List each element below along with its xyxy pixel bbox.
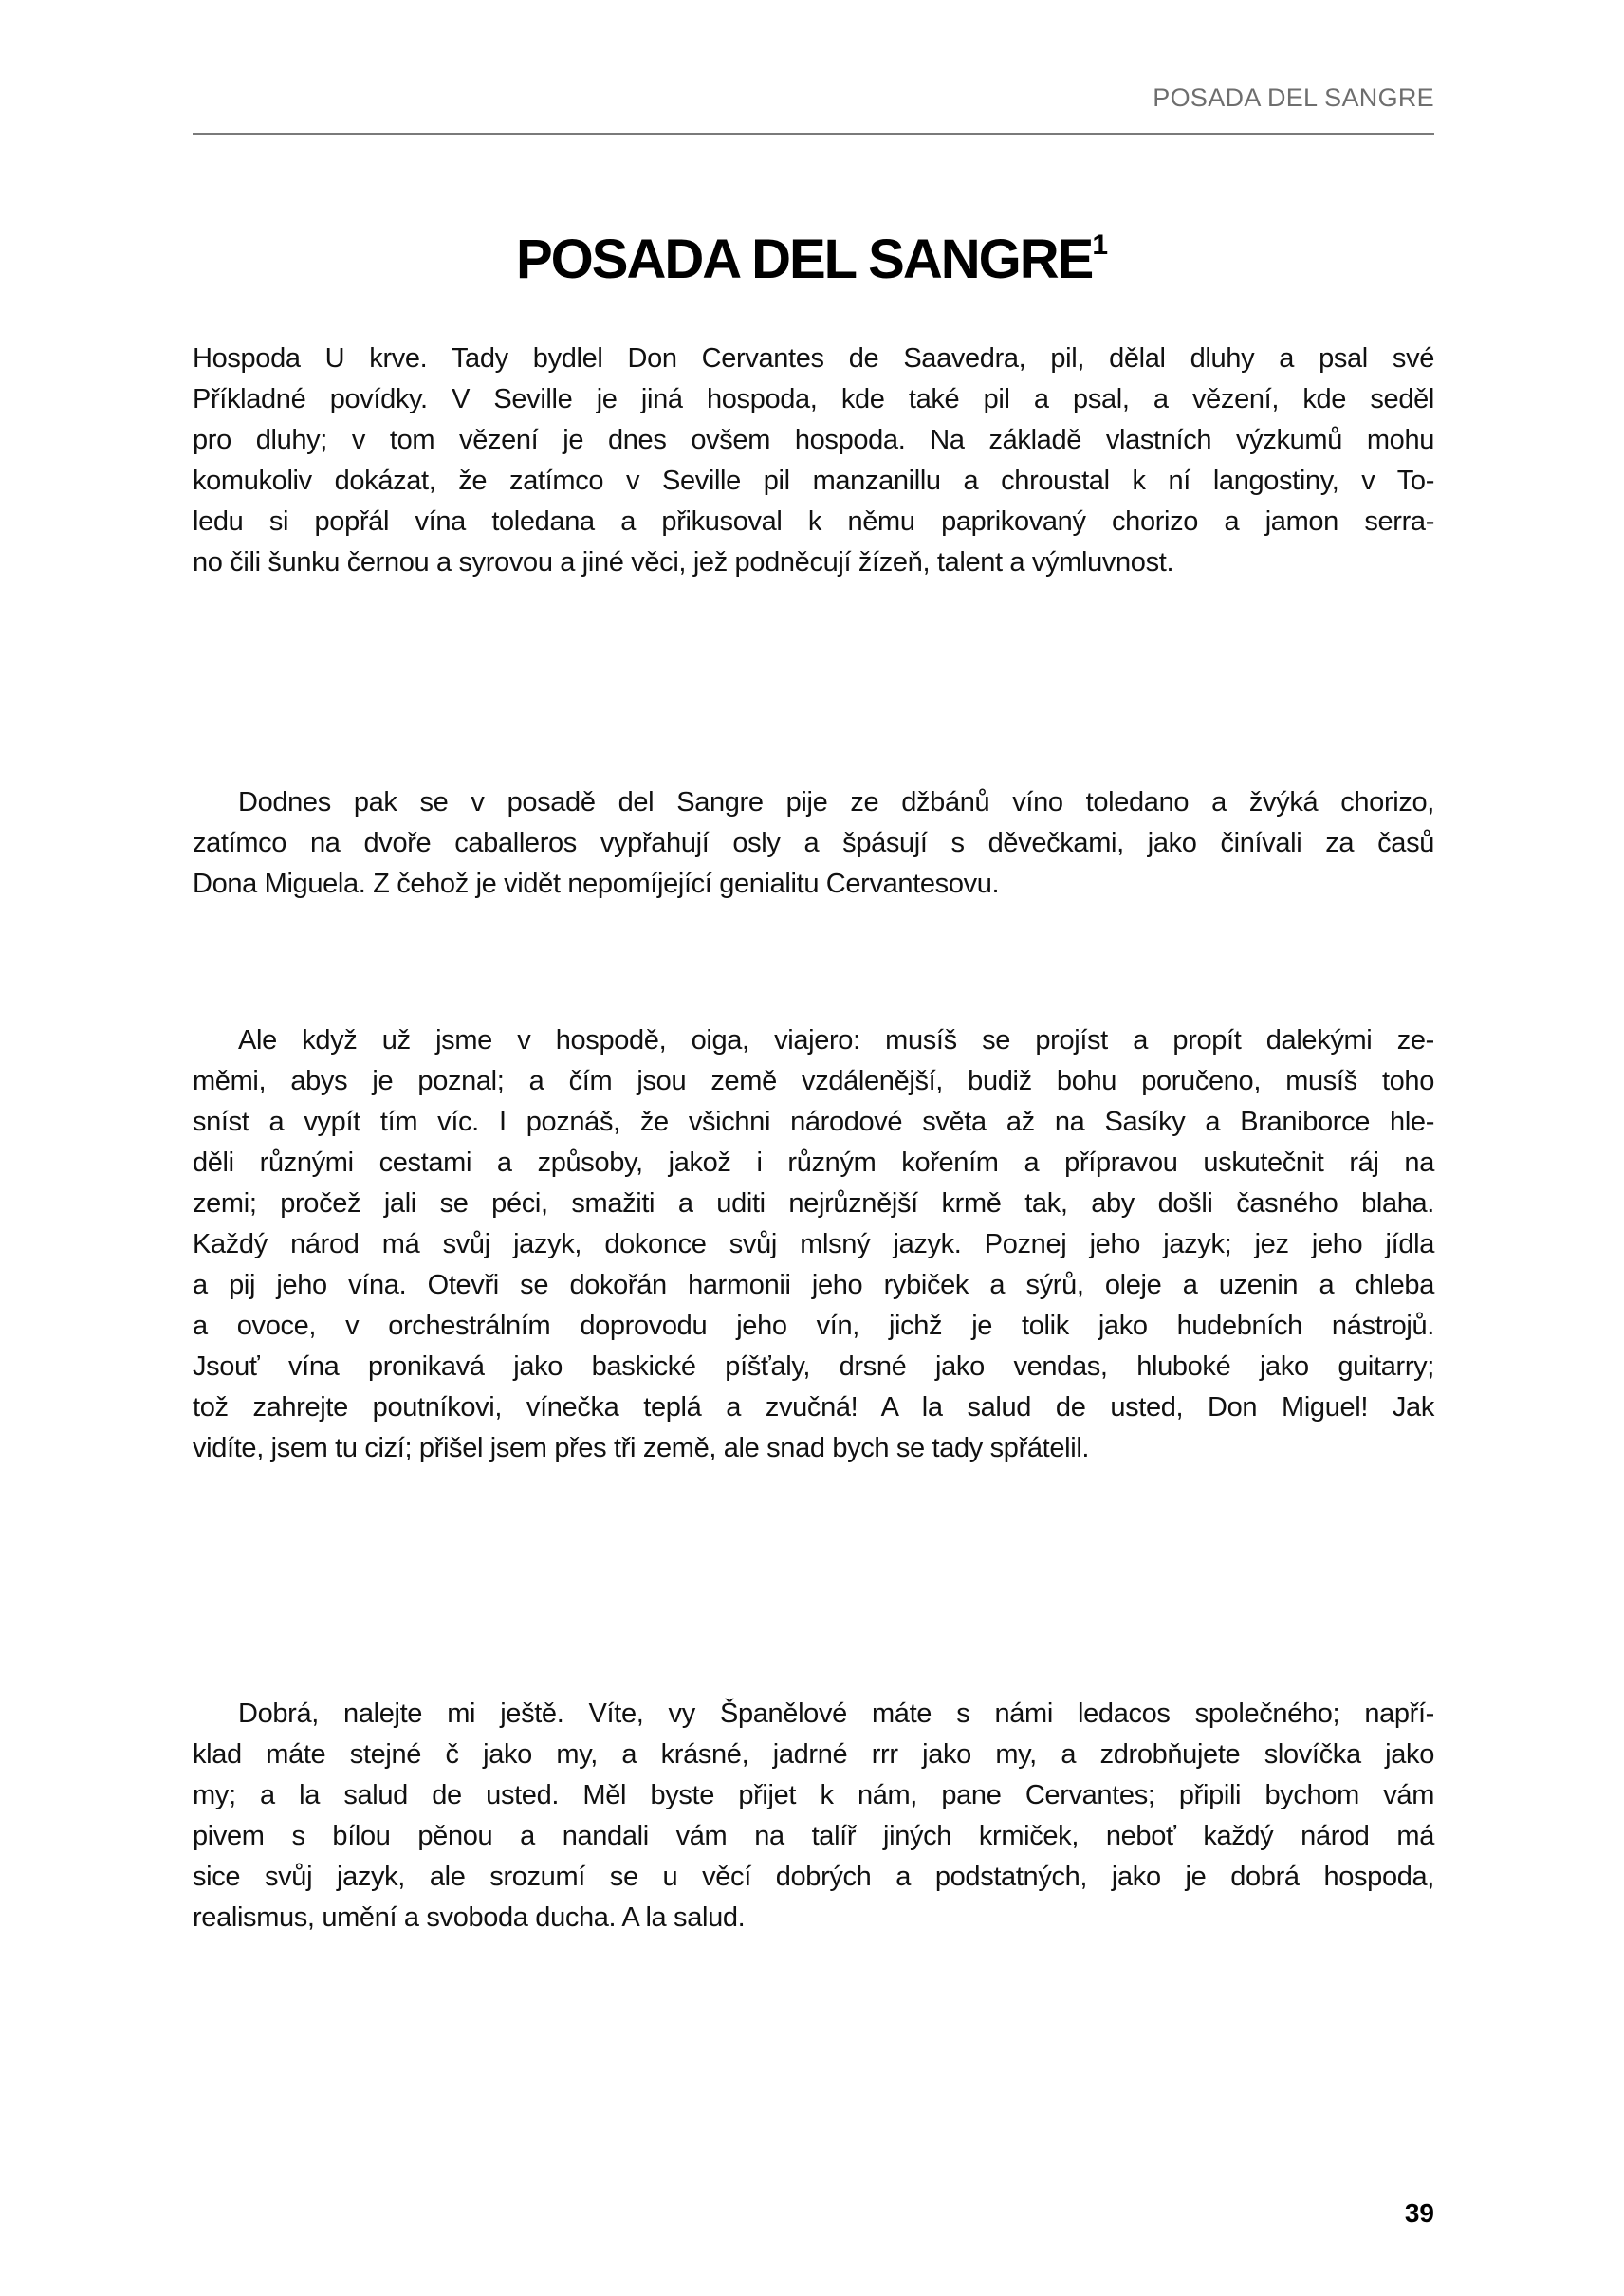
header-rule	[193, 133, 1434, 135]
page-number: 39	[1404, 2198, 1434, 2228]
text-line: tož zahrejte poutníkovi, vínečka teplá a zvučná! A la salud de usted, Don Miguel! Jak	[193, 1392, 1434, 1423]
text-line: Jsouť vína pronikavá jako baskické píšťaly, drsné jako vendas, hluboké jako guitarry;	[193, 1351, 1434, 1382]
paragraph-1	[193, 339, 1434, 583]
text-line: zatímco na dvoře caballeros vypřahují osly a špásují s děvečkami, jako činívali za časů	[193, 828, 1434, 858]
text-line: vidíte, jsem tu cizí; přišel jsem přes tři země, ale snad bych se tady spřátelil.	[193, 1433, 1090, 1463]
text-line: pivem s bílou pěnou a nandali vám na talíř jiných krmiček, neboť každý národ má	[193, 1821, 1434, 1851]
text-line: sice svůj jazyk, ale srozumí se u věcí dobrých a podstatných, jako je dobrá hospoda,	[193, 1862, 1434, 1892]
text-line: zemi; pročež jali se péci, smažiti a uditi nejrůznější krmě tak, aby došli časného blaha.	[193, 1188, 1434, 1219]
text-line: komukoliv dokázat, že zatímco v Seville pil manzanillu a chroustal k ní langostiny, v To-	[193, 466, 1434, 496]
text-line: realismus, umění a svoboda ducha. A la salud.	[193, 1902, 746, 1933]
text-line: Dona Miguela. Z čehož je vidět nepomíjející genialitu Cervantesovu.	[193, 869, 1000, 899]
text-line: a ovoce, v orchestrálním doprovodu jeho vín, jichž je tolik jako hudebních nástrojů.	[193, 1311, 1434, 1341]
text-line: Ale když už jsme v hospodě, oiga, viajero: musíš se projíst a propít dalekými ze-	[238, 1025, 1434, 1056]
text-line: děli různými cestami a způsoby, jakož i různým kořením a přípravou uskutečnit ráj na	[193, 1148, 1434, 1178]
text-line: no čili šunku černou a syrovou a jiné věci, jež podněcují žízeň, talent a výmluvnost.	[193, 547, 1174, 578]
text-line: Dodnes pak se v posadě del Sangre pije ze džbánů víno toledano a žvýká chorizo,	[238, 787, 1434, 817]
text-line: sníst a vypít tím víc. I poznáš, že všichni národové světa až na Sasíky a Braniborce hle-	[193, 1107, 1434, 1137]
text-line: a pij jeho vína. Otevři se dokořán harmonii jeho rybiček a sýrů, oleje a uzenin a chleba	[193, 1270, 1434, 1300]
paragraph-3	[193, 1020, 1434, 1469]
text-line: my; a la salud de usted. Měl byste přijet k nám, pane Cervantes; připili bychom vám	[193, 1780, 1434, 1810]
text-line: pro dluhy; v tom vězení je dnes ovšem hospoda. Na základě vlastních výzkumů mohu	[193, 425, 1434, 455]
text-line: klad máte stejné č jako my, a krásné, jadrné rrr jako my, a zdrobňujete slovíčka jako	[193, 1739, 1434, 1770]
text-line: Každý národ má svůj jazyk, dokonce svůj mlsný jazyk. Poznej jeho jazyk; jez jeho jídla	[193, 1229, 1434, 1259]
text-line: Hospoda U krve. Tady bydlel Don Cervantes de Saavedra, pil, dělal dluhy a psal své	[193, 343, 1434, 374]
paragraph-2	[193, 782, 1434, 905]
text-line: Dobrá, nalejte mi ještě. Víte, vy Španělové máte s námi ledacos společného; napří-	[238, 1699, 1434, 1729]
footnote-mark[interactable]: 1	[1092, 230, 1108, 261]
text-line: Příkladné povídky. V Seville je jiná hospoda, kde také pil a psal, a vězení, kde seděl	[193, 384, 1434, 414]
paragraph-4	[193, 1694, 1434, 1938]
text-line: ledu si popřál vína toledana a přikusoval k němu paprikovaný chorizo a jamon serra-	[193, 506, 1434, 537]
running-head: POSADA DEL SANGRE	[1153, 83, 1434, 112]
text-line: měmi, abys je poznal; a čím jsou země vzdálenější, budiž bohu poručeno, musíš toho	[193, 1066, 1434, 1096]
page-title	[0, 228, 1624, 291]
title-text: POSADA DEL SANGRE	[515, 229, 1093, 290]
